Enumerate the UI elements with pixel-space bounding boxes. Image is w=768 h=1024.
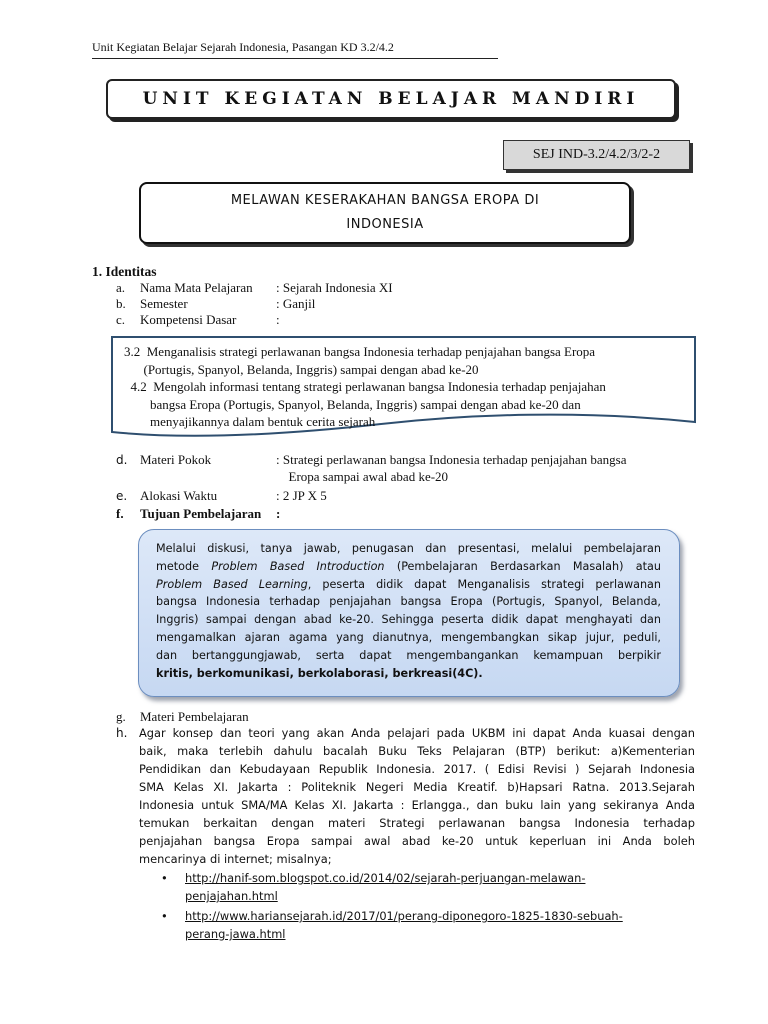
row-key: Alokasi Waktu xyxy=(140,488,218,503)
h-line-3: Pendidikan dan Kebudayaan Republik Indonesia. 2017. ( Edisi Revisi ) Sejarah Indonesia xyxy=(139,762,695,776)
reference-link-2[interactable] xyxy=(185,909,623,941)
row-marker: c. xyxy=(116,312,126,327)
goal-line-7: dan bertanggungjawab, serta dapat mengembangankan kemampuan berpikir xyxy=(156,648,661,662)
row-key: Materi Pokok xyxy=(140,452,212,467)
row-marker: e. xyxy=(116,489,128,503)
row-key: Tujuan Pembelajaran xyxy=(140,506,262,521)
link-text[interactable]: penjajahan.html xyxy=(185,889,278,903)
goal-line-2 xyxy=(156,558,661,576)
reading-instructions xyxy=(139,724,695,868)
reference-links xyxy=(161,869,623,945)
module-code: SEJ IND-3.2/4.2/3/2-2 xyxy=(532,147,661,162)
goal-line-8: kritis, berkomunikasi, berkolaborasi, berkreasi(4C). xyxy=(156,666,483,680)
goal-line-4: bangsa Indonesia terhadap penjajahan bangsa Eropa (Portugis, Spanyol, Belanda, xyxy=(156,595,661,609)
goal-text: (Pembelajaran Berdasarkan Masalah) atau xyxy=(384,559,661,573)
row-marker: a. xyxy=(116,280,126,295)
row-value-cont: Eropa sampai awal abad ke-20 xyxy=(282,469,449,484)
h-line-6: temukan berkaitan dengan materi Strategi perlawanan bangsa Indonesia terhadap xyxy=(139,816,695,830)
topic-title-box xyxy=(139,182,631,244)
goal-emphasis: Problem Based Learning xyxy=(156,577,308,591)
h-line-5: Indonesia untuk SMA/MA Kelas XI. Jakarta : Erlangga., dan buku lain yang sekiranya Anda xyxy=(139,798,695,812)
section-identitas-heading: 1. Identitas xyxy=(92,264,157,279)
row-marker: f. xyxy=(116,506,124,521)
h-line-2: baik, maka terlebih dahulu bacalah Buku Teks Pelajaran (BTP) berikut: a)Kementerian xyxy=(139,744,695,758)
kd-line-4: bangsa Eropa (Portugis, Spanyol, Belanda, Inggris) sampai dengan abad ke-20 dan xyxy=(124,396,581,412)
bullet-icon: • xyxy=(161,909,168,923)
identitas-row-kd xyxy=(116,312,676,328)
row-marker: d. xyxy=(116,453,128,467)
bullet-icon: • xyxy=(161,871,168,885)
row-marker: b. xyxy=(116,296,126,311)
kd-line-1: 3.2 Menganalisis strategi perlawanan bangsa Indonesia terhadap penjajahan bangsa Eropa xyxy=(124,344,596,359)
identitas-row-materi-pokok xyxy=(116,452,706,486)
row-value: : Ganjil xyxy=(276,296,316,311)
goal-line-1: Melalui diskusi, tanya jawab, penugasan dan presentasi, melalui pembelajaran xyxy=(156,542,661,555)
link-item xyxy=(161,869,623,905)
identitas-row-semester xyxy=(116,296,676,312)
h-marker: h. xyxy=(116,726,128,740)
topic-title-line-2: INDONESIA xyxy=(346,217,424,232)
identitas-row-alokasi xyxy=(116,488,676,504)
kompetensi-dasar-box xyxy=(111,336,696,441)
link-text[interactable]: http://www.hariansejarah.id/2017/01/perang-diponegoro-1825-1830-sebuah- xyxy=(185,909,623,923)
banner-title: UNIT KEGIATAN BELAJAR MANDIRI xyxy=(142,89,640,109)
link-text[interactable]: perang-jawa.html xyxy=(185,927,286,941)
row-value: : Strategi perlawanan bangsa Indonesia terhadap penjajahan bangsa xyxy=(276,452,627,467)
row-key: Semester xyxy=(140,296,188,311)
link-item xyxy=(161,907,623,943)
identitas-row-tujuan xyxy=(116,506,676,522)
goal-line-6: mengamalkan ajaran agama yang dianutnya, mengembangkan sikap jujur, peduli, xyxy=(156,630,661,644)
h-line-8: mencarinya di internet; misalnya; xyxy=(139,852,332,866)
identitas-row-subject xyxy=(116,280,676,296)
row-key: Materi Pembelajaran xyxy=(140,709,249,724)
goal-line-5: Inggris) sampai dengan abad ke-20. Sehingga peserta didik dapat menghayati dan xyxy=(156,613,661,627)
h-line-4: SMA Kelas XI. Jakarta : Politeknik Negeri Media Kreatif. b)Hapsari Ratna. 2013.Sejarah xyxy=(139,780,695,794)
learning-goal-box xyxy=(138,529,680,697)
goal-line-3 xyxy=(156,576,661,594)
row-key: Kompetensi Dasar xyxy=(140,312,237,327)
running-header: Unit Kegiatan Belajar Sejarah Indonesia, Pasangan KD 3.2/4.2 xyxy=(92,40,498,59)
row-key: Nama Mata Pelajaran xyxy=(140,280,253,295)
row-value: : xyxy=(276,312,280,327)
topic-title-line-1: MELAWAN KESERAKAHAN BANGSA EROPA DI xyxy=(230,193,540,208)
row-value: : 2 JP X 5 xyxy=(276,488,327,503)
goal-text: metode xyxy=(156,559,212,573)
kd-line-2: (Portugis, Spanyol, Belanda, Inggris) sampai dengan abad ke-20 xyxy=(124,361,479,377)
goal-text: , peserta didik dapat Menganalisis strategi perlawanan xyxy=(307,577,661,591)
h-line-7: penjajahan bangsa Eropa sampai awal abad ke-20 untuk keperluan ini Anda boleh xyxy=(139,834,695,848)
goal-emphasis: Problem Based Introduction xyxy=(211,559,385,573)
link-text[interactable]: http://hanif-som.blogspot.co.id/2014/02/sejarah-perjuangan-melawan- xyxy=(185,871,586,885)
row-value: : Sejarah Indonesia XI xyxy=(276,280,393,295)
kd-line-5: menyajikannya dalam bentuk cerita sejarah xyxy=(124,414,376,429)
reference-link-1[interactable] xyxy=(185,871,585,903)
h-line-1: Agar konsep dan teori yang akan Anda pelajari pada UKBM ini dapat Anda kuasai dengan xyxy=(139,726,695,740)
row-value: : xyxy=(276,506,281,521)
module-code-badge xyxy=(503,140,690,170)
kd-line-3: 4.2 Mengolah informasi tentang strategi perlawanan bangsa Indonesia terhadap penjajahan xyxy=(124,379,606,394)
materi-pembelajaran-row xyxy=(116,709,676,725)
row-marker: g. xyxy=(116,709,126,724)
module-banner xyxy=(106,79,676,119)
